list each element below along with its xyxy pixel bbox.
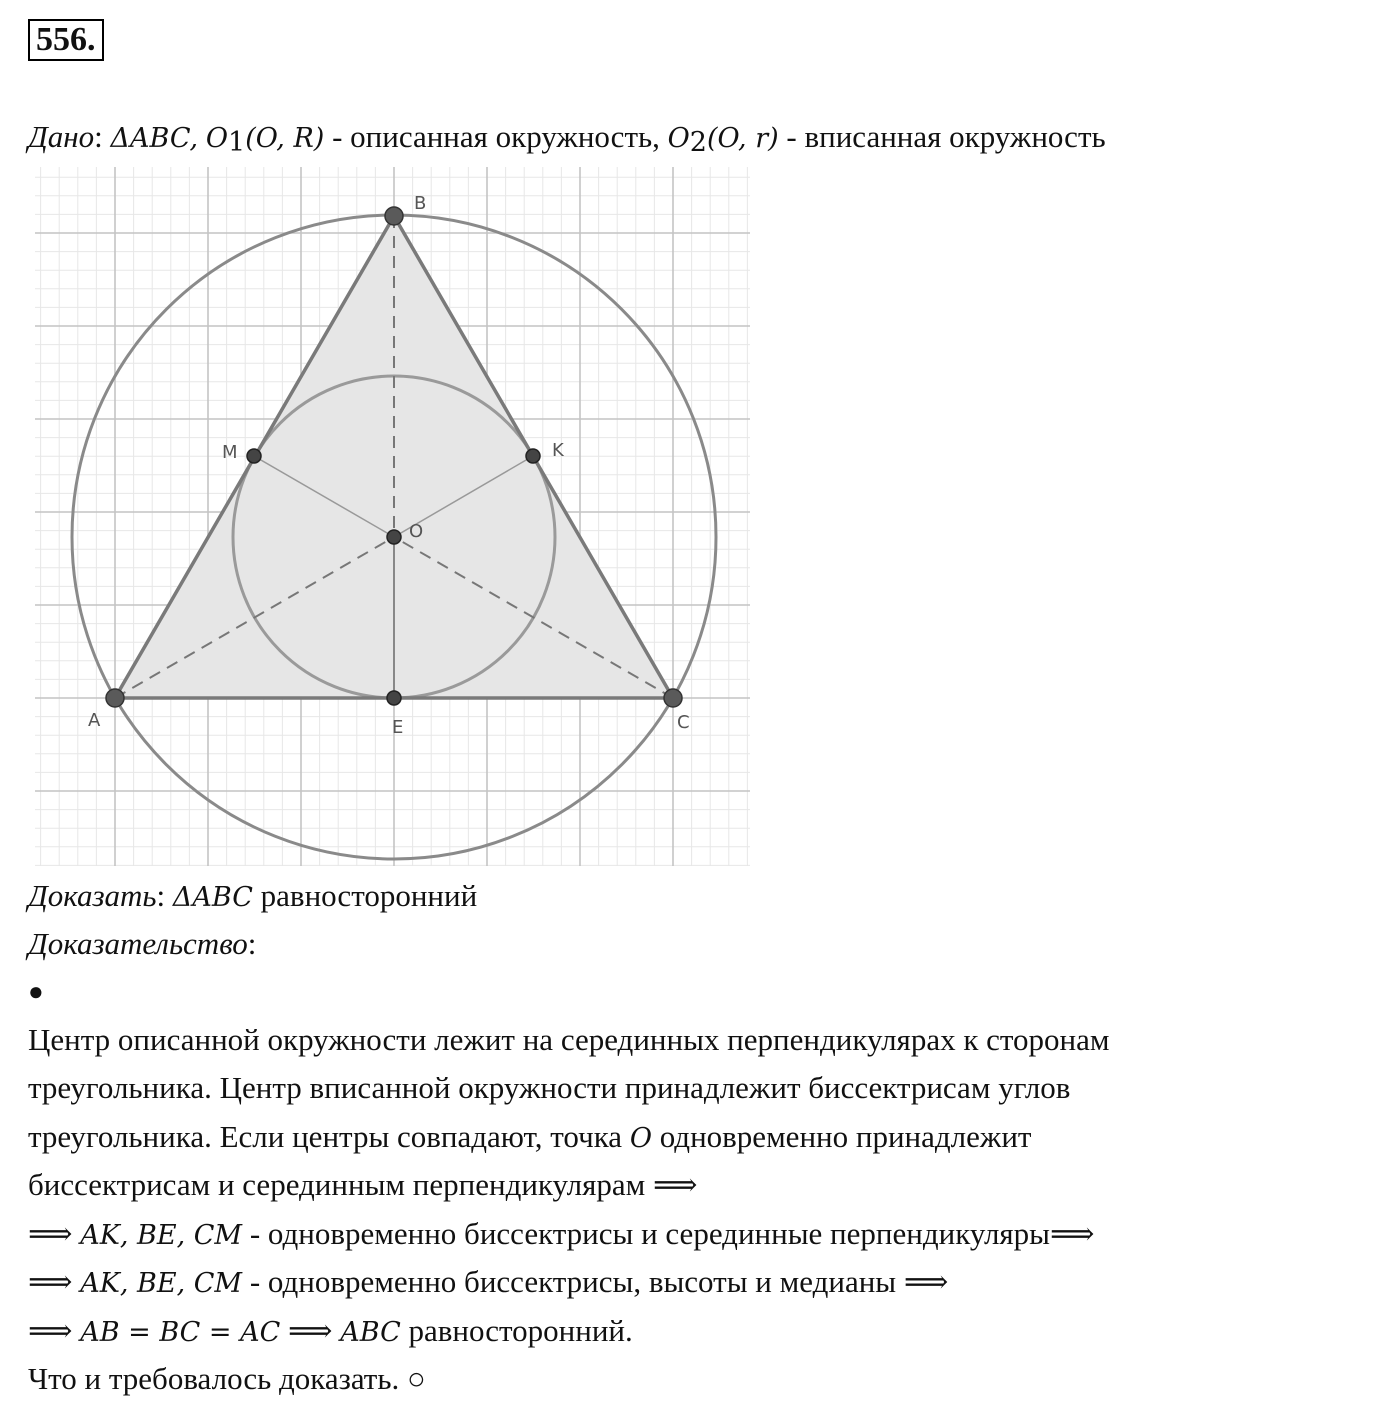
- proof-line-5: [28, 1215, 1094, 1255]
- label-a: A: [88, 710, 101, 731]
- proof-line-7: [28, 1312, 633, 1352]
- point-m: [247, 449, 261, 463]
- label-k: K: [552, 440, 564, 461]
- geometry-figure: [30, 162, 752, 868]
- given-triangle: ΔABC,: [110, 123, 199, 154]
- proof-line-5-arrow: ⟹: [28, 1216, 81, 1251]
- proof-line-5-segments: AK, BE, CM: [80, 1220, 243, 1251]
- bullet: ●: [28, 977, 44, 1006]
- proof-line-3-point: O: [629, 1123, 652, 1154]
- proof-line-1: Центр описанной окружности лежит на серединных перпендикулярах к сторонам: [28, 1022, 1110, 1057]
- proof-line-3-c: одновременно принадлежит: [651, 1119, 1032, 1154]
- proof-line-3-a: треугольника. Если центры совпадают, точка: [28, 1119, 630, 1154]
- proof-line-6: [28, 1263, 948, 1303]
- proof-line-5-text: - одновременно биссектрисы и серединные перпендикуляры⟹: [242, 1216, 1095, 1251]
- given-label: Дано: [28, 119, 95, 154]
- incircle-sub: 2: [689, 127, 707, 158]
- incircle-args: (O, r): [706, 123, 779, 154]
- circumcircle-name: O: [205, 123, 228, 154]
- proof-heading: Доказательство:: [28, 926, 257, 961]
- given-line: Дано: ΔABC, $O_1(O$, R) - описанная окружность, $O_2(O$, r) - вписанная окружность: [28, 119, 1106, 158]
- proof-line-3: [28, 1118, 1031, 1158]
- incircle-desc: - вписанная окружность: [778, 119, 1106, 154]
- label-m: M: [222, 442, 238, 463]
- proof-line-4: биссектрисам и серединным перпендикулярам ⟹: [28, 1167, 698, 1202]
- point-k: [526, 449, 540, 463]
- point-c: [664, 689, 682, 707]
- label-e: E: [392, 717, 404, 738]
- point-b: [385, 207, 403, 225]
- proof-line-7-triangle: ABC: [340, 1317, 401, 1348]
- label-b: B: [414, 193, 427, 214]
- proof-conclusion: Что и требовалось доказать. ○: [28, 1361, 426, 1396]
- proof-line-7-arrow: ⟹: [28, 1313, 81, 1348]
- proof-line-6-segments: AK, BE, CM: [80, 1268, 243, 1299]
- prove-label: Доказать: [28, 878, 157, 913]
- proof-line-2: треугольника. Центр вписанной окружности принадлежит биссектрисам углов: [28, 1070, 1071, 1105]
- proof-line-6-text: - одновременно биссектрисы, высоты и медианы ⟹: [242, 1264, 949, 1299]
- incircle-name: O: [667, 123, 690, 154]
- point-a: [106, 689, 124, 707]
- point-o: [387, 530, 401, 544]
- proof-line-7-equality: AB = BC = AC: [80, 1317, 281, 1348]
- point-e: [387, 691, 401, 705]
- prove-line: Доказать: ΔABC равносторонний: [28, 878, 478, 913]
- proof-line-6-arrow: ⟹: [28, 1264, 81, 1299]
- label-c: C: [677, 712, 690, 733]
- circumcircle-desc: - описанная окружность,: [324, 119, 668, 154]
- circumcircle-args: (O, R): [245, 123, 325, 154]
- circumcircle-sub: 1: [228, 127, 246, 158]
- proof-line-7-text: равносторонний.: [400, 1313, 633, 1348]
- proof-line-7-arrow2: ⟹: [280, 1313, 341, 1348]
- proof-label: Доказательство: [28, 926, 248, 961]
- problem-number: 556.: [28, 19, 104, 61]
- label-o: O: [409, 521, 424, 542]
- prove-text: равносторонний: [252, 878, 478, 913]
- prove-triangle: ΔABC: [172, 882, 253, 913]
